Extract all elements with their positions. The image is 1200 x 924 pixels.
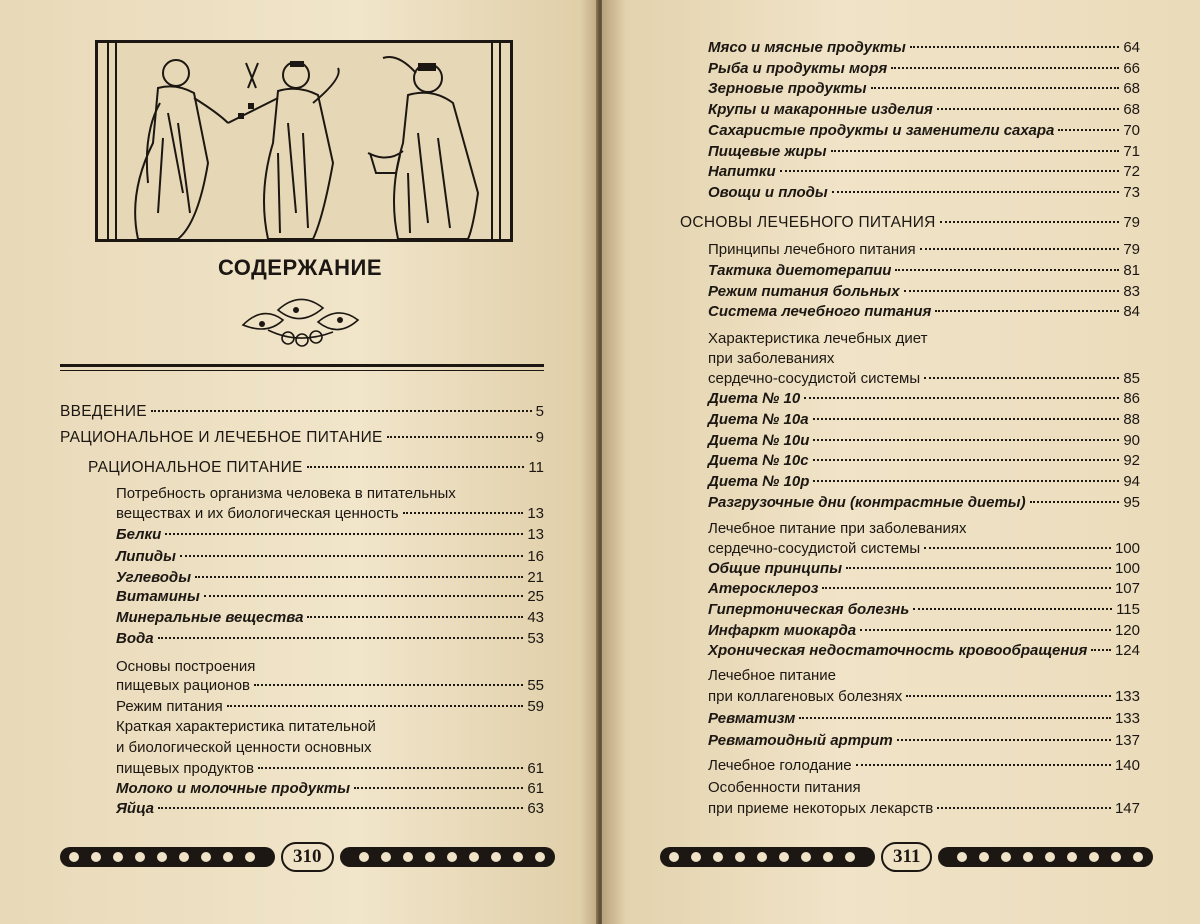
toc-entry[interactable]: Диета № 10с 92: [708, 452, 1140, 469]
toc-entry[interactable]: Витамины 25: [116, 588, 544, 605]
page-footer: [660, 838, 1153, 876]
toc-entry[interactable]: Гипертоническая болезнь 115: [708, 601, 1140, 618]
page-title: СОДЕРЖАНИЕ: [217, 255, 383, 280]
page-number: 311: [881, 842, 932, 872]
classical-figures-illustration: [95, 40, 513, 242]
toc-entry[interactable]: Яйца 63: [116, 800, 544, 817]
toc-entry-line: Особенности питания: [708, 779, 861, 796]
scroll-border-ornament: [660, 843, 875, 871]
page-number: 310: [281, 842, 334, 872]
toc-entry[interactable]: ВВЕДЕНИЕ 5: [60, 403, 544, 420]
toc-entry[interactable]: Диета № 10а 88: [708, 411, 1140, 428]
toc-entry-line: Основы построения: [116, 658, 256, 675]
toc-entry-line: Лечебное питание: [708, 667, 836, 684]
scroll-border-ornament: [60, 843, 275, 871]
toc-entry[interactable]: Инфаркт миокарда 120: [708, 622, 1140, 639]
toc-entry[interactable]: РАЦИОНАЛЬНОЕ И ЛЕЧЕБНОЕ ПИТАНИЕ 9: [60, 429, 544, 446]
toc-entry-line: Характеристика лечебных диет: [708, 330, 928, 347]
toc-entry[interactable]: пищевых рационов 55: [116, 677, 544, 694]
page-footer: [60, 838, 555, 876]
toc-entry[interactable]: Ревматизм 133: [708, 710, 1140, 727]
scroll-border-ornament: [938, 843, 1153, 871]
left-page: [0, 0, 598, 924]
toc-entry[interactable]: ОСНОВЫ ЛЕЧЕБНОГО ПИТАНИЯ 79: [680, 214, 1140, 231]
toc-entry[interactable]: Минеральные вещества 43: [116, 609, 544, 626]
scroll-border-ornament: [340, 843, 555, 871]
toc-entry[interactable]: Общие принципы 100: [708, 560, 1140, 577]
toc-entry[interactable]: при коллагеновых болезнях 133: [708, 688, 1140, 705]
toc-entry[interactable]: Диета № 10 86: [708, 390, 1140, 407]
toc-entry-line: и биологической ценности основных: [116, 739, 372, 756]
toc-entry[interactable]: Режим питания больных 83: [708, 283, 1140, 300]
leaf-ornament: [238, 290, 363, 352]
toc-entry[interactable]: Белки 13: [116, 526, 544, 543]
toc-entry[interactable]: Сахаристые продукты и заменители сахара 70: [708, 122, 1140, 139]
toc-entry[interactable]: Рыба и продукты моря 66: [708, 60, 1140, 77]
toc-entry[interactable]: веществах и их биологическая ценность 13: [116, 505, 544, 522]
toc-entry[interactable]: Атеросклероз 107: [708, 580, 1140, 597]
toc-entry-line: Краткая характеристика питательной: [116, 718, 376, 735]
toc-entry[interactable]: Режим питания 59: [116, 698, 544, 715]
toc-entry[interactable]: Молоко и молочные продукты 61: [116, 780, 544, 797]
toc-entry[interactable]: сердечно-сосудистой системы 100: [708, 540, 1140, 557]
toc-entry[interactable]: Лечебное голодание 140: [708, 757, 1140, 774]
toc-entry[interactable]: Диета № 10р 94: [708, 473, 1140, 490]
toc-entry[interactable]: Вода 53: [116, 630, 544, 647]
toc-entry[interactable]: Ревматоидный артрит 137: [708, 732, 1140, 749]
toc-entry[interactable]: Крупы и макаронные изделия 68: [708, 101, 1140, 118]
toc-entry[interactable]: Система лечебного питания 84: [708, 303, 1140, 320]
right-page: [602, 0, 1200, 924]
divider-thick: [60, 364, 544, 367]
toc-entry[interactable]: Разгрузочные дни (контрастные диеты) 95: [708, 494, 1140, 511]
toc-entry[interactable]: Мясо и мясные продукты 64: [708, 39, 1140, 56]
toc-entry[interactable]: Хроническая недостаточность кровообращения 124: [708, 642, 1140, 659]
toc-entry[interactable]: Диета № 10и 90: [708, 432, 1140, 449]
toc-entry[interactable]: Напитки 72: [708, 163, 1140, 180]
toc-entry[interactable]: Липиды 16: [116, 548, 544, 565]
toc-entry[interactable]: пищевых продуктов 61: [116, 760, 544, 777]
toc-entry[interactable]: Принципы лечебного питания 79: [708, 241, 1140, 258]
toc-entry[interactable]: Пищевые жиры 71: [708, 143, 1140, 160]
toc-entry-line: Лечебное питание при заболеваниях: [708, 520, 967, 537]
toc-entry[interactable]: Зерновые продукты 68: [708, 80, 1140, 97]
divider-thin: [60, 370, 544, 371]
toc-entry-line: Потребность организма человека в питательных: [116, 485, 456, 502]
toc-entry[interactable]: РАЦИОНАЛЬНОЕ ПИТАНИЕ 11: [88, 459, 544, 476]
toc-entry[interactable]: Углеводы 21: [116, 569, 544, 586]
toc-entry[interactable]: при приеме некоторых лекарств 147: [708, 800, 1140, 817]
toc-entry[interactable]: Овощи и плоды 73: [708, 184, 1140, 201]
toc-entry[interactable]: Тактика диетотерапии 81: [708, 262, 1140, 279]
toc-entry-line: при заболеваниях: [708, 350, 835, 367]
toc-entry[interactable]: сердечно-сосудистой системы 85: [708, 370, 1140, 387]
